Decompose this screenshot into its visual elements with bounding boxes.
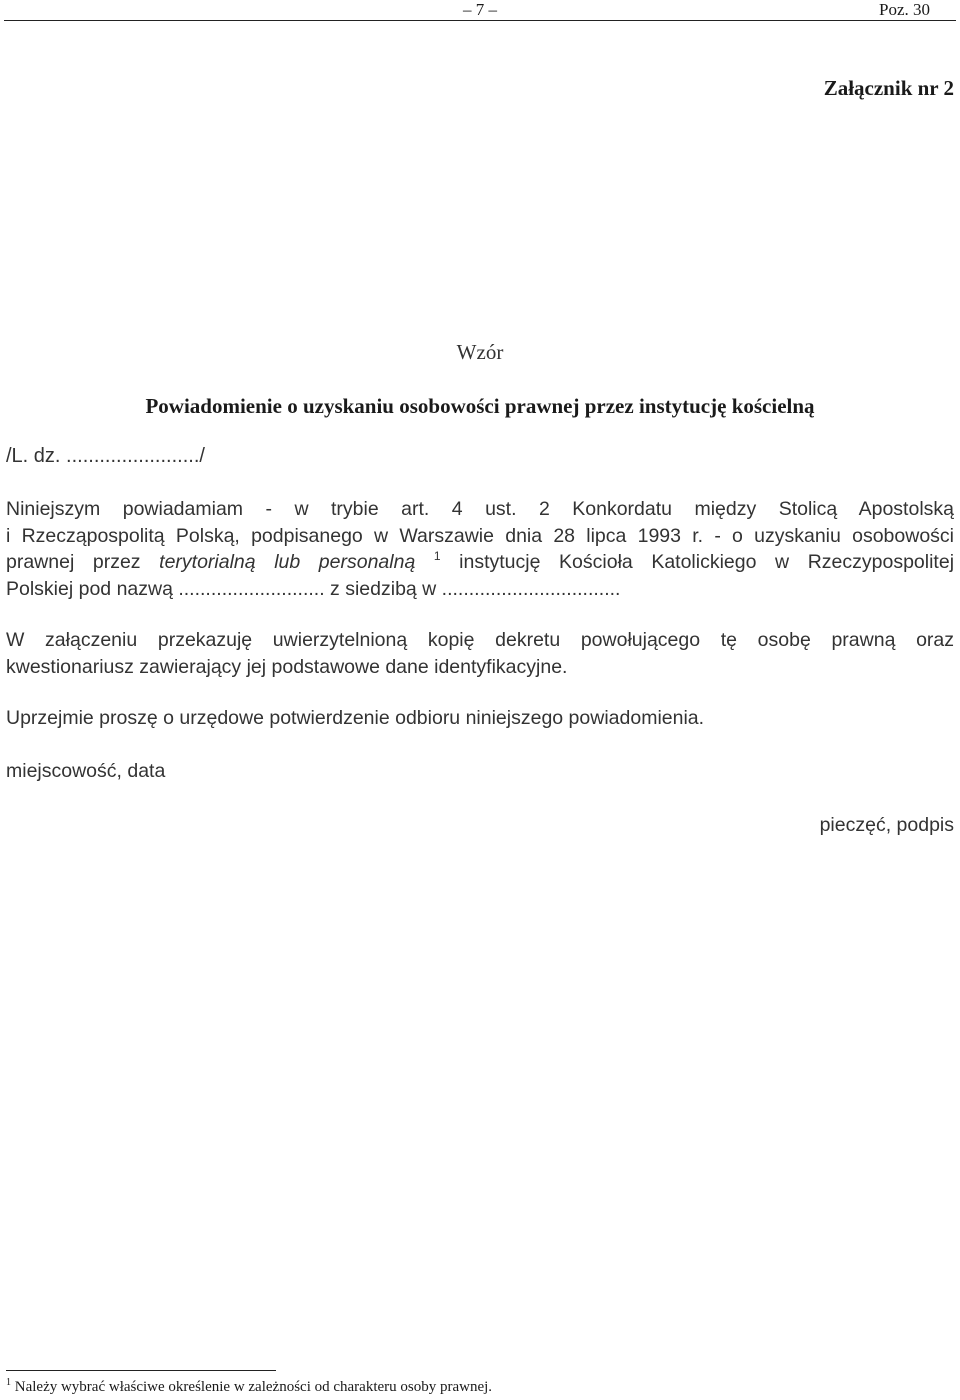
paragraph-line: Polskiej pod nazwą ........................... z siedzibą w ................................. — [6, 577, 621, 600]
signature-label: pieczęć, podpis — [819, 814, 954, 836]
footnote-reference: 1 — [433, 549, 441, 563]
paragraph-line — [6, 549, 954, 576]
annex-title: Załącznik nr 2 — [823, 76, 954, 100]
paragraph-line: W załączeniu przekazuję uwierzytelnioną kopię dekretu powołującego tę osobę prawną oraz — [6, 629, 954, 651]
request-paragraph: Uprzejmie proszę o urzędowe potwierdzenie odbioru niniejszego powiadomienia. — [6, 707, 705, 729]
footnote-marker: 1 — [6, 1377, 11, 1388]
notification-paragraph — [6, 496, 954, 602]
line-text: prawnej przez — [6, 551, 141, 573]
position-reference: Poz. 30 — [879, 0, 930, 19]
paragraph-line: i Rzecząpospolitą Polską, podpisanego w Warszawie dnia 28 lipca 1993 r. - o uzyskaniu osobowości — [6, 524, 954, 547]
italic-option-text: terytorialną lub personalną — [159, 551, 416, 573]
line-text: instytucję Kościoła Katolickiego w Rzeczypospolitej — [459, 551, 955, 573]
footnote-rule — [6, 1370, 276, 1371]
header-rule — [4, 20, 956, 21]
page-number: – 7 – — [463, 0, 497, 19]
model-label: Wzór — [456, 340, 504, 364]
paragraph-line: Niniejszym powiadamiam - w trybie art. 4 ust. 2 Konkordatu między Stolicą Apostolską — [6, 498, 954, 520]
footnote-text: Należy wybrać właściwe określenie w zależności od charakteru osoby prawnej. — [14, 1379, 493, 1395]
document-title: Powiadomienie o uzyskaniu osobowości prawnej przez instytucję kościelną — [145, 394, 815, 418]
footnote — [6, 1377, 492, 1397]
place-date-label: miejscowość, data — [6, 760, 166, 782]
attachment-paragraph — [6, 627, 954, 680]
reference-number: /L. dz. ......................../ — [6, 445, 205, 467]
paragraph-line: kwestionariusz zawierający jej podstawowe dane identyfikacyjne. — [6, 655, 568, 678]
